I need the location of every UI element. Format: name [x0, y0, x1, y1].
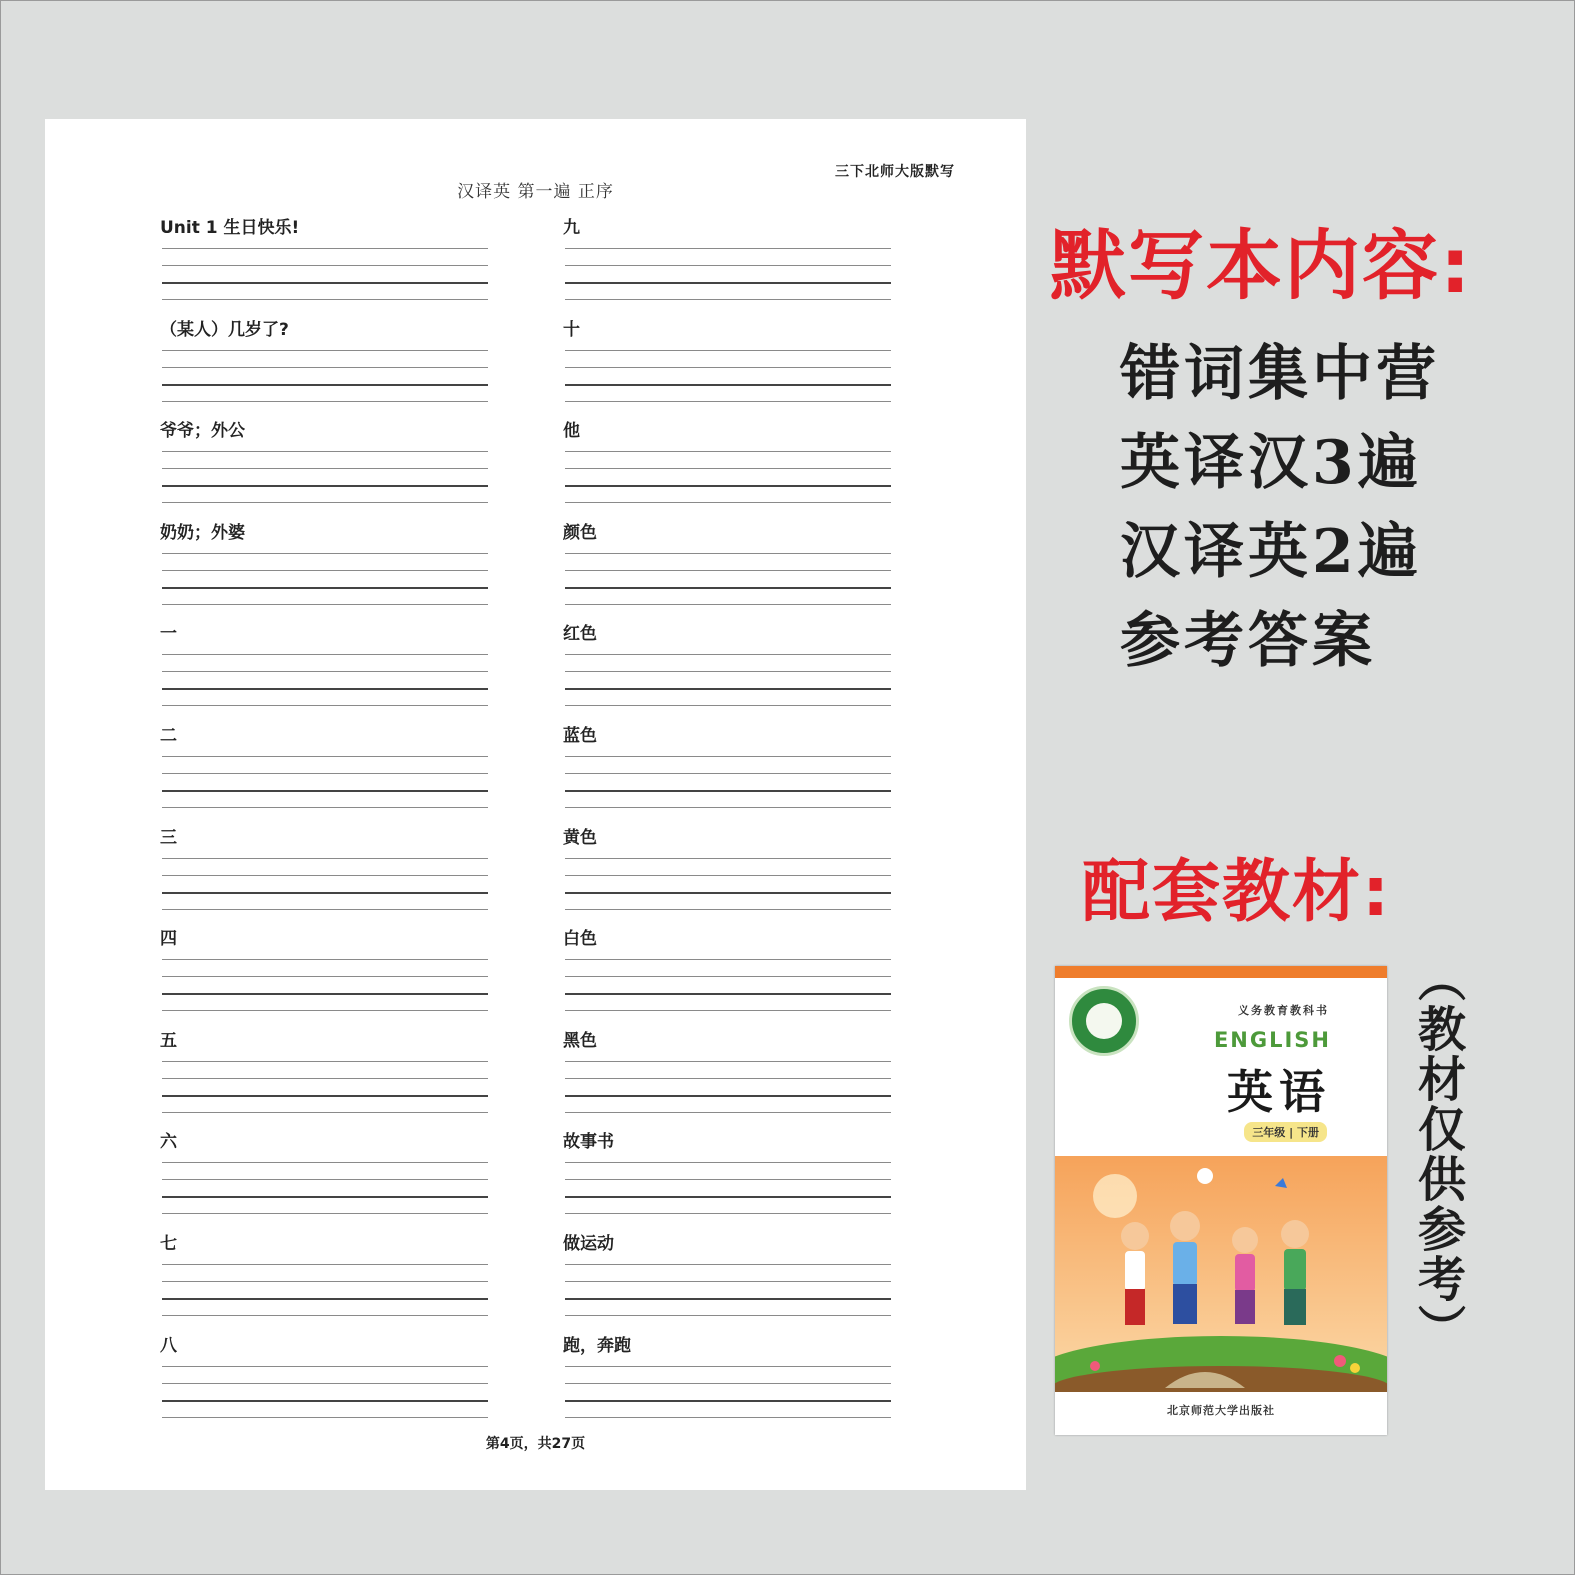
- entry-label: （某人）几岁了?: [160, 319, 289, 340]
- writing-line: [162, 570, 488, 571]
- contents-item: 汉译英2遍: [1120, 517, 1422, 587]
- book-title-en: ENGLISH: [1213, 1028, 1331, 1052]
- entry-label: 黄色: [563, 827, 597, 848]
- writing-line: [565, 1010, 891, 1011]
- dictation-entry: [160, 619, 490, 721]
- writing-line: [162, 1315, 488, 1316]
- page-number: 第4页，共27页: [485, 1436, 586, 1452]
- entry-label: 七: [160, 1233, 177, 1254]
- entry-label: 二: [160, 725, 177, 746]
- writing-line: [162, 875, 488, 876]
- textbook-note-text: [1412, 952, 1472, 1358]
- writing-line: [565, 1383, 891, 1384]
- contents-heading: 默写本内容:: [1050, 221, 1473, 310]
- writing-line: [162, 401, 488, 402]
- dictation-entry: [563, 1331, 893, 1433]
- baseline-line: [565, 1298, 891, 1300]
- baseline-line: [162, 1095, 488, 1097]
- writing-line: [162, 350, 488, 351]
- writing-line: [162, 1179, 488, 1180]
- writing-line: [565, 654, 891, 655]
- writing-line: [162, 1264, 488, 1265]
- baseline-line: [162, 282, 488, 284]
- left-column: [160, 213, 490, 1432]
- writing-line: [162, 909, 488, 910]
- book-publisher: 北京师范大学出版社: [1167, 1404, 1275, 1417]
- writing-line: [162, 1078, 488, 1079]
- baseline-line: [162, 1298, 488, 1300]
- writing-line: [162, 265, 488, 266]
- child-figure: [1121, 1222, 1149, 1325]
- contents-item: 参考答案: [1120, 606, 1376, 676]
- writing-line: [162, 1061, 488, 1062]
- writing-line: [565, 875, 891, 876]
- writing-line: [565, 265, 891, 266]
- writing-line: [565, 1112, 891, 1113]
- entry-label: 三: [160, 827, 177, 848]
- child-figure: [1170, 1211, 1200, 1324]
- baseline-line: [162, 1400, 488, 1402]
- writing-line: [162, 451, 488, 452]
- baseline-line: [565, 1095, 891, 1097]
- entry-label: 做运动: [563, 1233, 614, 1254]
- writing-line: [162, 1383, 488, 1384]
- writing-line: [565, 468, 891, 469]
- dictation-entry: [563, 924, 893, 1026]
- entry-label: 爷爷；外公: [160, 421, 245, 442]
- writing-line: [162, 807, 488, 808]
- dictation-entry: [160, 315, 490, 417]
- dictation-entry: [160, 213, 490, 315]
- writing-line: [565, 756, 891, 757]
- dictation-entry: [160, 721, 490, 823]
- entry-label: 九: [563, 218, 580, 238]
- writing-line: [162, 367, 488, 368]
- cover-illustration: [1055, 1156, 1387, 1392]
- writing-line: [565, 1281, 891, 1282]
- entry-label: 他: [563, 421, 580, 442]
- baseline-line: [162, 892, 488, 894]
- worksheet-title: 汉译英 第一遍 正序: [457, 182, 614, 202]
- dictation-entry: [563, 315, 893, 417]
- writing-line: [162, 299, 488, 300]
- writing-line: [162, 468, 488, 469]
- writing-line: [162, 654, 488, 655]
- note-glyph: 供: [1417, 1152, 1466, 1208]
- baseline-line: [565, 587, 891, 589]
- entry-label: 黑色: [563, 1030, 597, 1051]
- writing-line: [162, 604, 488, 605]
- baseline-line: [162, 993, 488, 995]
- note-glyph: 考: [1417, 1252, 1466, 1308]
- writing-line: [565, 1061, 891, 1062]
- writing-line: [565, 1366, 891, 1367]
- writing-line: [162, 959, 488, 960]
- book-grade-badge: 三年级 | 下册: [1244, 1122, 1327, 1142]
- writing-line: [162, 1010, 488, 1011]
- writing-line: [565, 705, 891, 706]
- cover-top-band: [1055, 966, 1387, 978]
- dictation-entry: [563, 213, 893, 315]
- writing-line: [565, 976, 891, 977]
- baseline-line: [162, 688, 488, 690]
- contents-item: 英译汉3遍: [1120, 428, 1422, 498]
- textbook-note: [1412, 952, 1472, 1358]
- writing-line: [162, 1281, 488, 1282]
- writing-line: [565, 1315, 891, 1316]
- dictation-entry: [160, 823, 490, 925]
- contents-list: [1120, 330, 1440, 686]
- writing-line: [565, 807, 891, 808]
- entry-label: 八: [160, 1335, 177, 1356]
- dictation-entry: [160, 518, 490, 620]
- baseline-line: [565, 993, 891, 995]
- writing-line: [565, 299, 891, 300]
- entry-label: 四: [160, 929, 177, 950]
- writing-line: [565, 671, 891, 672]
- writing-line: [162, 671, 488, 672]
- writing-line: [565, 1417, 891, 1418]
- writing-line: [162, 1213, 488, 1214]
- baseline-line: [565, 892, 891, 894]
- dictation-entry: [160, 1331, 490, 1433]
- baseline-line: [162, 790, 488, 792]
- entry-label: 白色: [563, 929, 597, 950]
- writing-line: [565, 959, 891, 960]
- writing-line: [565, 858, 891, 859]
- textbook-cover: [1055, 966, 1387, 1435]
- writing-line: [162, 773, 488, 774]
- dictation-entry: [160, 1127, 490, 1229]
- entry-label: 五: [160, 1030, 177, 1051]
- baseline-line: [565, 1400, 891, 1402]
- entry-label: Unit 1 生日快乐!: [160, 218, 300, 238]
- entry-label: 十: [563, 319, 580, 340]
- child-figure: [1281, 1220, 1309, 1325]
- entry-label: 跑，奔跑: [563, 1335, 631, 1356]
- baseline-line: [565, 790, 891, 792]
- writing-line: [565, 1264, 891, 1265]
- baseline-line: [162, 1196, 488, 1198]
- writing-line: [162, 553, 488, 554]
- dictation-entry: [563, 1127, 893, 1229]
- writing-line: [162, 1162, 488, 1163]
- baseline-line: [565, 1196, 891, 1198]
- dictation-entry: [563, 619, 893, 721]
- writing-line: [565, 553, 891, 554]
- writing-line: [565, 1078, 891, 1079]
- entry-label: 故事书: [563, 1132, 614, 1153]
- baseline-line: [162, 587, 488, 589]
- textbook-heading: 配套教材:: [1082, 853, 1392, 932]
- approval-seal-icon: [1069, 986, 1139, 1056]
- writing-line: [162, 756, 488, 757]
- entry-label: 奶奶；外婆: [160, 522, 245, 543]
- dictation-entry: [160, 1229, 490, 1331]
- writing-line: [565, 502, 891, 503]
- writing-line: [565, 350, 891, 351]
- writing-line: [162, 1417, 488, 1418]
- entry-label: 蓝色: [563, 725, 597, 746]
- note-glyph: 参: [1417, 1202, 1466, 1258]
- writing-line: [162, 976, 488, 977]
- baseline-line: [565, 485, 891, 487]
- book-series: 义务教育教科书: [1238, 1004, 1329, 1017]
- writing-line: [565, 604, 891, 605]
- contents-item: 错词集中营: [1120, 339, 1440, 409]
- entry-label: 颜色: [563, 522, 597, 543]
- dictation-entry: [160, 416, 490, 518]
- writing-line: [565, 909, 891, 910]
- worksheet-page: [45, 119, 1026, 1490]
- dictation-entry: [160, 924, 490, 1026]
- baseline-line: [565, 384, 891, 386]
- writing-line: [565, 367, 891, 368]
- writing-line: [565, 451, 891, 452]
- dictation-entry: [563, 416, 893, 518]
- book-title-cn: 英语: [1227, 1065, 1331, 1119]
- baseline-line: [162, 485, 488, 487]
- writing-line: [565, 570, 891, 571]
- writing-line: [162, 705, 488, 706]
- writing-line: [565, 1162, 891, 1163]
- entry-label: 六: [160, 1132, 177, 1153]
- dictation-entry: [160, 1026, 490, 1128]
- writing-line: [162, 858, 488, 859]
- baseline-line: [565, 282, 891, 284]
- child-figure: [1232, 1227, 1258, 1324]
- writing-line: [162, 248, 488, 249]
- note-glyph: ︶: [1417, 1302, 1466, 1358]
- baseline-line: [565, 688, 891, 690]
- writing-line: [162, 1112, 488, 1113]
- dictation-entry: [563, 721, 893, 823]
- note-glyph: 教: [1417, 1002, 1466, 1058]
- writing-line: [565, 773, 891, 774]
- baseline-line: [162, 384, 488, 386]
- dictation-entry: [563, 1229, 893, 1331]
- writing-line: [565, 1213, 891, 1214]
- writing-line: [565, 1179, 891, 1180]
- writing-line: [565, 401, 891, 402]
- dictation-entry: [563, 518, 893, 620]
- writing-line: [162, 502, 488, 503]
- writing-line: [565, 248, 891, 249]
- right-column: [563, 213, 893, 1432]
- entry-label: 一: [160, 624, 177, 645]
- note-glyph: 仅: [1417, 1102, 1466, 1158]
- note-glyph: ︵: [1417, 952, 1466, 1008]
- entry-label: 红色: [563, 624, 597, 645]
- dictation-entry: [563, 1026, 893, 1128]
- worksheet-corner-label: 三下北师大版默写: [835, 164, 955, 180]
- note-glyph: 材: [1417, 1052, 1466, 1108]
- dictation-entry: [563, 823, 893, 925]
- writing-line: [162, 1366, 488, 1367]
